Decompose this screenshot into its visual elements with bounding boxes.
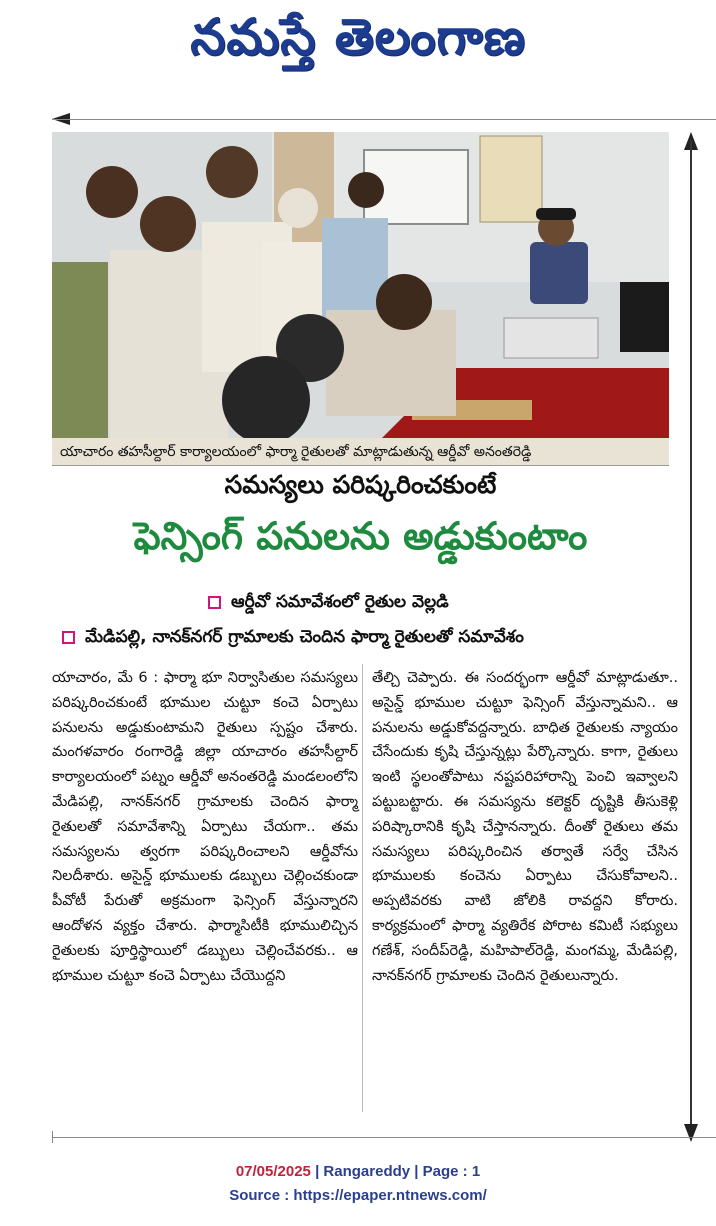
vertical-rule bbox=[690, 140, 692, 1130]
column-divider bbox=[362, 664, 363, 1112]
footer-date: 07/05/2025 bbox=[235, 1163, 311, 1180]
bullet-text: ఆర్డీవో సమావేశంలో రైతుల వెల్లడి bbox=[231, 592, 449, 612]
bullet-box-icon bbox=[62, 631, 75, 644]
article-column-2: తేల్చి చెప్పారు. ఈ సందర్భంగా ఆర్డీవో మాట్లాడుతూ.. అసైన్డ్ భూముల చుట్టూ ఫెన్సింగ్ వేస్తున్నామని.. ఆ పనులను అడ్డుకోవద్దన్నారు. బాధిత రైతులకు న్యాయం చేసేందుకు కృషి చేస్తున్నట్లు పేర్కొన్నారు. కాగా, రైతులు ఇంటి స్థలంతోపాటు నష్టపరిహారాన్ని పెంచి ఇవ్వాలని పట్టుబట్టారు. ఈ సమస్యను కలెక్టర్ దృష్టికి తీసుకెళ్లి పరిష్కారానికి కృషి చేస్తానన్నారు. దీంతో రైతులు తమ సమస్యలు పరిష్కరించిన తర్వాతే సర్వే చేసిన భూములకు కంచెను ఏర్పాటు చేసుకోవాలని.. అప్పటివరకు వాటి జోలికి రావద్దని కోరారు. కార్యక్రమంలో ఫార్మా వ్యతిరేక పోరాట కమిటీ సభ్యులు గణేశ్, సందీప్‌రెడ్డి, మహిపాల్‌రెడ్డి, మంగమ్మ, మేడిపల్లి, నానక్‌నగర్ గ్రామాలకు చెందిన రైతులున్నారు. bbox=[372, 670, 678, 984]
top-rule bbox=[52, 119, 716, 120]
article-column-1: యాచారం, మే 6 : ఫార్మా భూ నిర్వాసితుల సమస్యలు పరిష్కరించకుంటే భూముల చుట్టూ కంచె ఏర్పాటు పనులను అడ్డుకుంటామని రైతులు స్పష్టం చేశారు. మంగళవారం రంగారెడ్డి జిల్లా యాచారం తహసీల్దార్ కార్యాలయంలో పట్నం ఆర్డీవో అనంతరెడ్డి మండలంలోని మేడిపల్లి, నానక్‌నగర్ గ్రామాలకు చెందిన ఫార్మా రైతులతో సమావేశాన్ని ఏర్పాటు చేయగా.. తమ సమస్యలను త్వరగా పరిష్కరించాలని ఆర్డీవోను నిలదీశారు. అసైన్డ్ భూములకు డబ్బులు చెల్లించకుండా పీవోటీ పేరుతో అక్రమంగా ఫెన్సింగ్ వేస్తున్నారని ఆందోళన వ్యక్తం చేశారు. ఫార్మాసిటీకి భూములిచ్చిన రైతులకు పూర్తిస్థాయిలో డబ్బులు చెల్లించేవరకు.. ఆ భూముల చుట్టూ కంచె ఏర్పాటు చేయొద్దని bbox=[52, 670, 358, 984]
bottom-rule bbox=[52, 1137, 716, 1138]
news-photo bbox=[52, 132, 669, 438]
headline-kicker: సమస్యలు పరిష్కరించకుంటే bbox=[224, 470, 497, 499]
footer-dateline bbox=[0, 1163, 716, 1180]
photo-caption: యాచారం తహసీల్దార్ కార్యాలయంలో ఫార్మా రైతులతో మాట్లాడుతున్న ఆర్డీవో అనంతరెడ్డి bbox=[52, 438, 669, 466]
masthead-logo: నమస్తే తెలంగాణ bbox=[190, 8, 526, 66]
footer-edition: | Rangareddy | Page : 1 bbox=[315, 1163, 481, 1180]
headline: ఫెన్సింగ్ పనులను అడ్డుకుంటాం bbox=[133, 514, 588, 558]
bullet-point bbox=[62, 627, 524, 651]
bullet-text: మేడిపల్లి, నానక్‌నగర్ గ్రామాలకు చెందిన ఫార్మా రైతులతో సమావేశం bbox=[85, 627, 524, 647]
footer-source: Source : https://epaper.ntnews.com/ bbox=[229, 1187, 487, 1204]
bullet-box-icon bbox=[208, 596, 221, 609]
arrow-down-icon bbox=[684, 1124, 698, 1142]
bullet-point bbox=[208, 592, 449, 616]
